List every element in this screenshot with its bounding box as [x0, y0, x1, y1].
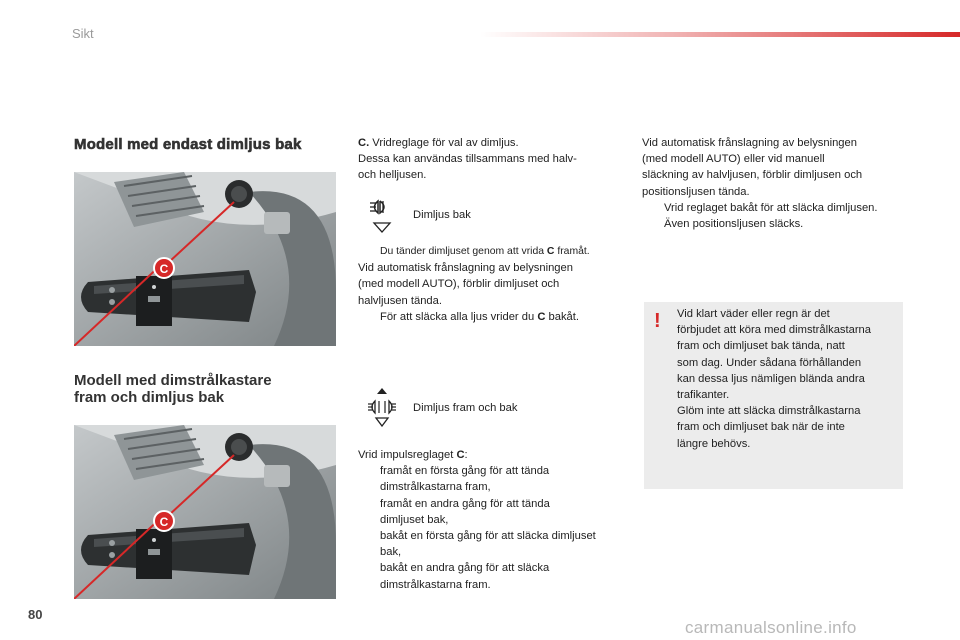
- bullet2-bold: C: [537, 310, 546, 323]
- stalk-illustration-1: [74, 172, 336, 346]
- note-line: förbjudet att köra med dimstrålkastarna: [677, 324, 872, 337]
- note-line: som dag. Under sådana förhållanden: [677, 356, 862, 369]
- list-item: [358, 528, 633, 544]
- bullet-cont: Även positionsljusen släcks.: [664, 218, 804, 231]
- bullet-turn-back-right: [642, 200, 912, 216]
- note-line: kan dessa ljus nämligen blända andra: [677, 372, 865, 385]
- photo-stalk-front-rear-fog: [74, 425, 336, 599]
- impulse-instructions: [358, 447, 633, 593]
- section-label: Sikt: [72, 26, 94, 41]
- warning-text: [677, 306, 897, 452]
- vrid-bold: C: [456, 449, 465, 461]
- list-item-line: bakåt en första gång för att släcka dimljuset: [380, 530, 596, 543]
- note-line: fram och dimljuset bak när de inte: [677, 421, 845, 434]
- rear-fog-label: Dimljus bak: [413, 209, 471, 221]
- auto-lighting-paragraph: [642, 135, 912, 232]
- rear-fog-instructions: [358, 244, 628, 325]
- c-line-3: och helljusen.: [358, 169, 427, 182]
- note-line: längre behövs.: [677, 437, 751, 450]
- vrid-post: :: [464, 449, 468, 461]
- list-item-line: framåt en andra gång för att tända: [380, 497, 550, 510]
- auto-p-line: Vid automatisk frånslagning av belysningen: [642, 137, 857, 149]
- c-description: [358, 135, 618, 184]
- auto-line-2: (med modell AUTO), förblir dimljuset och: [358, 278, 560, 291]
- callout-letter: C: [159, 515, 169, 529]
- c-letter: C.: [358, 137, 370, 149]
- bullet-glyph: [358, 528, 380, 544]
- note-line: fram och dimljuset bak tända, natt: [677, 340, 845, 353]
- bullet1-bold: C: [546, 246, 555, 257]
- stalk-illustration-2: [74, 425, 336, 599]
- vrid-text: Vrid impulsreglaget: [358, 449, 457, 461]
- page-number: 80: [28, 607, 43, 622]
- watermark: carmanualsonline.info: [685, 618, 857, 637]
- bullet1-post: framåt.: [554, 246, 590, 257]
- bullet-text: Vrid reglaget bakåt för att släcka dimljusen.: [664, 201, 878, 214]
- bullet2-post: bakåt.: [545, 310, 579, 323]
- bullet1-text: Du tänder dimljuset genom att vrida: [380, 246, 547, 257]
- c-line-1: [358, 135, 618, 151]
- c-line-2: Dessa kan användas tillsammans med halv-: [358, 153, 577, 166]
- bullet-glyph: [358, 496, 380, 512]
- auto-p-line: positionsljusen tända.: [642, 185, 750, 198]
- list-item: [358, 560, 633, 576]
- heading-front-and-rear-fog: [74, 372, 272, 406]
- bullet-glyph: [642, 200, 664, 216]
- list-item-cont: dimstrålkastarna fram,: [380, 481, 491, 494]
- rear-fog-icon: [366, 195, 398, 235]
- heading-line-1: Modell med dimstrålkastare: [74, 372, 272, 389]
- note-line: Vid klart väder eller regn är det: [677, 308, 830, 320]
- list-item-line: framåt en första gång för att tända: [380, 465, 550, 478]
- bullet-glyph: [358, 244, 380, 260]
- bullet-glyph: [358, 309, 380, 325]
- list-item-cont: bak,: [380, 546, 402, 559]
- warning-note: [644, 302, 903, 489]
- list-item-cont: dimljuset bak,: [380, 513, 449, 526]
- note-line: trafikanter.: [677, 389, 730, 402]
- list-item-cont: dimstrålkastarna fram.: [380, 578, 491, 591]
- c-line-1-text: Vridreglage för val av dimljus.: [372, 137, 519, 149]
- header-accent-bar: [480, 32, 960, 37]
- warning-icon: !: [654, 310, 661, 332]
- bullet-turn-forward: [358, 244, 628, 260]
- bullet-glyph: [358, 463, 380, 479]
- bullet-turn-back: [358, 309, 628, 325]
- auto-p-line: (med modell AUTO) eller vid manuell: [642, 153, 825, 166]
- photo-stalk-rear-fog: [74, 172, 336, 346]
- heading-rear-fog-only: Modell med endast dimljus bak: [74, 136, 302, 153]
- list-item-line: bakåt en andra gång för att släcka: [380, 562, 550, 575]
- vrid-intro: [358, 447, 633, 463]
- bullet2-text: För att släcka alla ljus vrider du: [380, 310, 538, 323]
- front-rear-fog-label: Dimljus fram och bak: [413, 402, 518, 414]
- front-rear-fog-icon: [366, 387, 398, 427]
- auto-line-3: halvljusen tända.: [358, 294, 442, 307]
- note-line: Glöm inte att släcka dimstrålkastarna: [677, 405, 861, 418]
- callout-letter: C: [159, 262, 169, 276]
- heading-line-2: fram och dimljus bak: [74, 389, 225, 406]
- auto-p-line: släckning av halvljusen, förblir dimljusen och: [642, 169, 863, 182]
- bullet-glyph: [358, 560, 380, 576]
- list-item: [358, 463, 633, 479]
- list-item: [358, 496, 633, 512]
- auto-line-1: Vid automatisk frånslagning av belysningen: [358, 262, 573, 275]
